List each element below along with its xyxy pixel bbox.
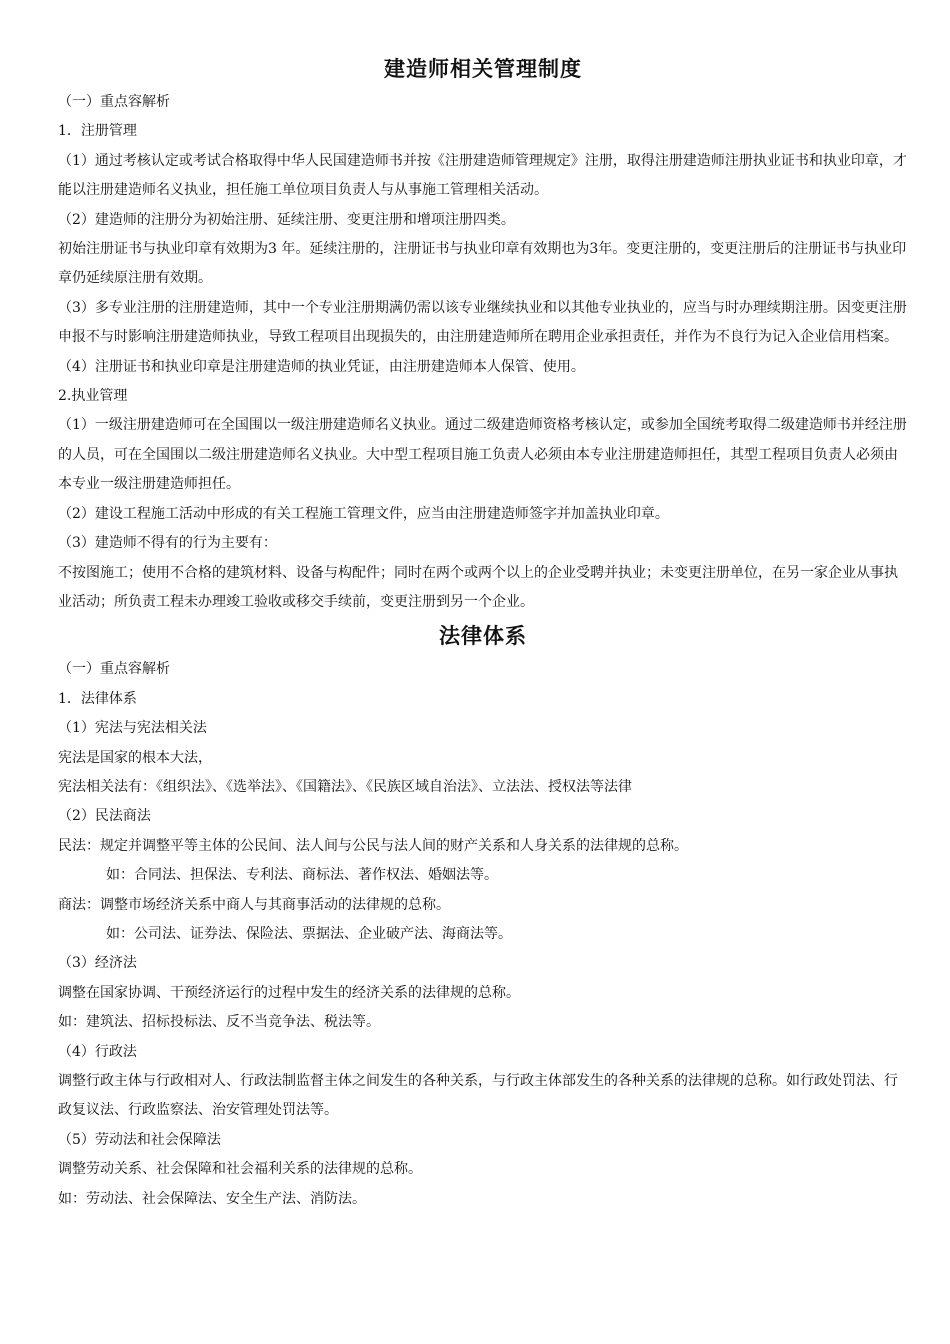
subheading: 1．法律体系 (58, 690, 137, 707)
paragraph: （3）多专业注册的注册建造师，其中一个专业注册期满仍需以该专业继续执业和以其他专业执业的，应当与时办理续期注册。因变更注册申报不与时影响注册建造师执业，导致工程项目出现损失的，由注册建造师所在聘用企业承担责任，并作为不良行为记入企业信用档案。 (58, 299, 907, 346)
subheading: 2.执业管理 (58, 388, 128, 405)
paragraph: 宪法相关法有：《组织法》、《选举法》、《国籍法》、《民族区域自治法》、立法法、授权法等法律 (58, 778, 632, 795)
paragraph: 调整劳动关系、社会保障和社会福利关系的法律规的总称。 (58, 1161, 422, 1178)
subheading: （2）民法商法 (58, 808, 151, 825)
subheading: （3）经济法 (58, 955, 137, 972)
paragraph: （4）注册证书和执业印章是注册建造师的执业凭证，由注册建造师本人保管、使用。 (58, 358, 585, 375)
subheading: （一）重点容解析 (58, 94, 170, 110)
paragraph: （3）建造师不得有的行为主要有： (58, 535, 277, 552)
paragraph: 调整在国家协调、干预经济运行的过程中发生的经济关系的法律规的总称。 (58, 984, 520, 1001)
section-title-management: 建造师相关管理制度 (384, 57, 582, 81)
paragraph: 如：建筑法、招标投标法、反不当竞争法、税法等。 (58, 1014, 380, 1031)
paragraph: 民法：规定并调整平等主体的公民间、法人间与公民与法人间的财产关系和人身关系的法律规的总称。 (58, 837, 688, 854)
paragraph: （2）建造师的注册分为初始注册、延续注册、变更注册和增项注册四类。 (58, 211, 515, 228)
paragraph: （2）建设工程施工活动中形成的有关工程施工管理文件，应当由注册建造师签字并加盖执业印章。 (58, 505, 669, 522)
paragraph: 调整行政主体与行政相对人、行政法制监督主体之间发生的各种关系，与行政主体部发生的各种关系的法律规的总称。如行政处罚法、行政复议法、行政监察法、治安管理处罚法等。 (58, 1073, 898, 1119)
paragraph: 商法：调整市场经济关系中商人与其商事活动的法律规的总称。 (58, 896, 450, 913)
example-line: 如：公司法、证券法、保险法、票据法、企业破产法、海商法等。 (106, 925, 512, 942)
paragraph: （1）一级注册建造师可在全国围以一级注册建造师名义执业。通过二级建造师资格考核认定，或参加全国统考取得二级建造师书并经注册的人员，可在全国围以二级注册建造师名义执业。大中型工程项目施工负责人必须由本专业注册建造师担任，其型工程项目负责人必须由本专业一级注册建造师担任。 (58, 417, 907, 493)
paragraph: （1）通过考核认定或考试合格取得中华人民国建造师书并按《注册建造师管理规定》注册，取得注册建造师注册执业证书和执业印章，才能以注册建造师名义执业，担任施工单位项目负责人与从事施工管理相关活动。 (58, 152, 907, 199)
paragraph: 不按图施工；使用不合格的建筑材料、设备与构配件；同时在两个或两个以上的企业受聘并执业；未变更注册单位，在另一家企业从事执业活动；所负责工程未办理竣工验收或移交手续前，变更注册到另一个企业。 (58, 564, 898, 610)
paragraph: 如：劳动法、社会保障法、安全生产法、消防法。 (58, 1190, 366, 1207)
subheading: （5）劳动法和社会保障法 (58, 1131, 221, 1148)
paragraph: 宪法是国家的根本大法， (58, 749, 212, 766)
section-title-legal-system: 法律体系 (439, 624, 527, 649)
example-line: 如：合同法、担保法、专利法、商标法、著作权法、婚姻法等。 (106, 867, 498, 884)
subheading: （1）宪法与宪法相关法 (58, 720, 207, 737)
subheading: （一）重点容解析 (58, 661, 170, 678)
subheading: 1．注册管理 (58, 123, 137, 140)
paragraph: 初始注册证书与执业印章有效期为3 年。延续注册的，注册证书与执业印章有效期也为3年。变更注册的，变更注册后的注册证书与执业印章仍延续原注册有效期。 (58, 241, 907, 287)
subheading: （4）行政法 (58, 1043, 137, 1060)
document-page (58, 50, 908, 1214)
